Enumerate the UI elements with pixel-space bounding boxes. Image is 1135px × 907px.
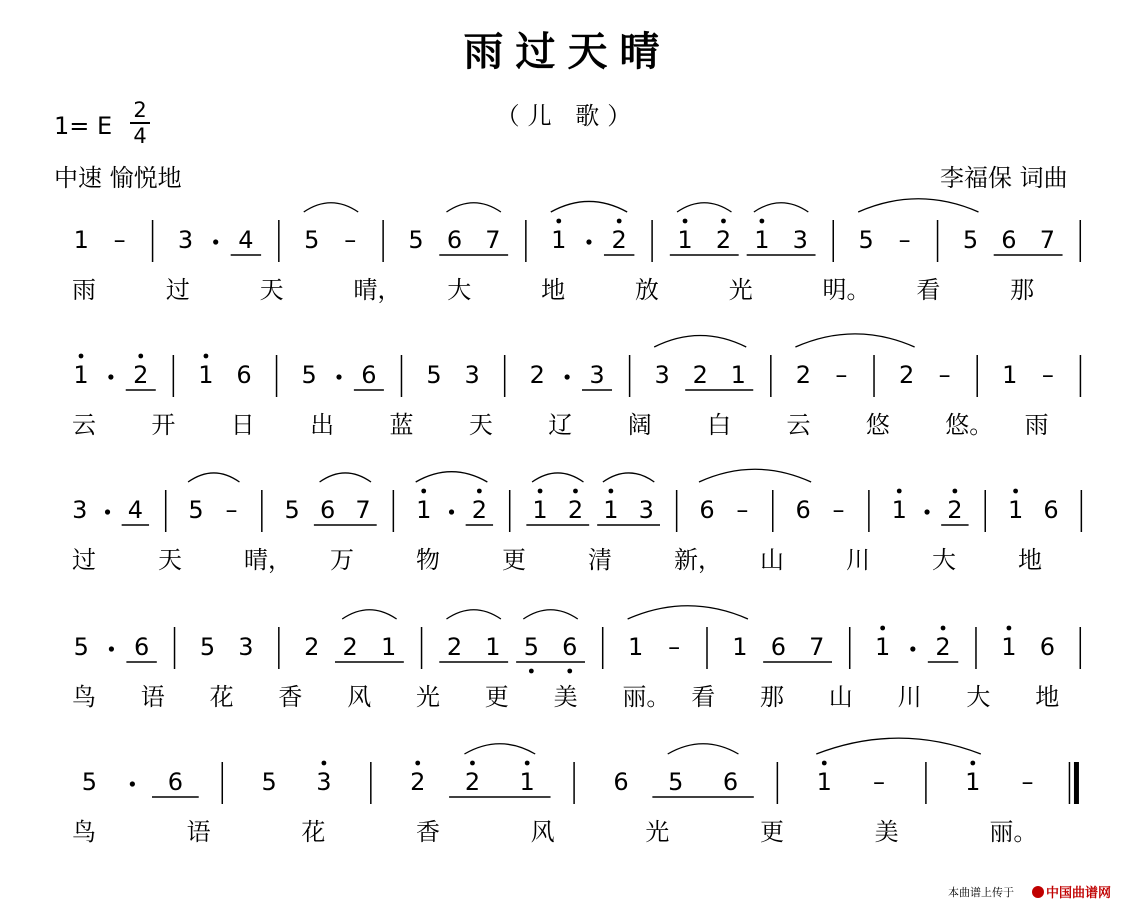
high-octave-dot: [525, 761, 530, 766]
lyric-syllable: 大: [932, 546, 956, 574]
lyric-syllable: 川: [897, 683, 922, 711]
site-logo-text: 中国曲谱网: [1046, 886, 1112, 901]
high-octave-dot: [617, 219, 622, 224]
slur-arc: [677, 203, 731, 212]
slur-arc: [446, 610, 500, 619]
site-logo[interactable]: [1032, 882, 1111, 901]
note: 2: [410, 768, 426, 796]
slur-arc: [858, 199, 978, 212]
note: 6: [562, 633, 578, 661]
note: 1: [1001, 633, 1017, 661]
note: 2: [464, 768, 481, 796]
dot-augmentation: [910, 646, 915, 651]
dot-augmentation: [213, 239, 218, 244]
slur-arc: [628, 606, 748, 619]
slur-arc: [532, 473, 583, 482]
lyric-syllable: 晴，: [353, 276, 402, 304]
key-signature: 1= E: [54, 112, 113, 140]
note: 5: [199, 633, 216, 661]
note: 6: [1043, 496, 1059, 524]
high-octave-dot: [470, 761, 475, 766]
high-octave-dot: [204, 354, 209, 359]
lyric-syllable: 更: [502, 546, 526, 574]
lyric-syllable: 风: [347, 683, 372, 711]
note: 1: [891, 496, 907, 524]
note: 5: [858, 226, 874, 254]
slur-arc: [795, 334, 914, 347]
lyric-syllable: 日: [230, 411, 255, 439]
high-octave-dot: [721, 219, 726, 224]
lyric-syllable: 看: [916, 276, 941, 304]
note: 6: [699, 496, 715, 524]
note: 2: [692, 361, 708, 389]
lyric-syllable: 花: [209, 683, 234, 711]
note: 2: [342, 633, 358, 661]
lyric-syllable: 地: [541, 276, 566, 304]
dot-augmentation: [105, 509, 110, 514]
note: 2: [611, 226, 627, 254]
note: 3: [72, 496, 88, 524]
note: 1: [519, 768, 535, 796]
lyric-syllable: 那: [1010, 276, 1035, 304]
slur-arc: [603, 473, 654, 482]
slur-arc: [754, 203, 808, 212]
lyric-syllable: 悠: [865, 411, 890, 439]
high-octave-dot: [322, 761, 327, 766]
note: 2: [446, 633, 463, 661]
lyric-syllable: 花: [301, 818, 326, 846]
note: 4: [127, 496, 143, 524]
high-octave-dot: [897, 489, 902, 494]
note: 1: [875, 633, 891, 661]
note: 6: [319, 496, 336, 524]
lyric-syllable: 丽。: [989, 818, 1038, 846]
note: 1: [627, 633, 644, 661]
note: 5: [261, 768, 277, 796]
lyric-syllable: 大: [966, 683, 991, 711]
low-octave-dot: [529, 669, 534, 674]
dash-note: –: [344, 226, 357, 254]
dash-note: –: [113, 226, 126, 254]
high-octave-dot: [683, 219, 688, 224]
lyric-syllable: 山: [760, 546, 784, 574]
slur-arc: [446, 203, 500, 212]
lyric-syllable: 物: [416, 546, 440, 574]
slur-arc: [668, 744, 739, 754]
note: 6: [722, 768, 739, 796]
note: 5: [73, 633, 89, 661]
dot-augmentation: [565, 374, 570, 379]
high-octave-dot: [941, 626, 946, 631]
slur-arc: [342, 610, 396, 619]
note: 1: [73, 361, 89, 389]
note: 1: [730, 361, 746, 389]
high-octave-dot: [952, 489, 957, 494]
note: 5: [408, 226, 424, 254]
dash-note: –: [898, 226, 911, 254]
lyric-syllable: 香: [278, 683, 303, 711]
lyric-syllable: 云: [786, 411, 811, 439]
high-octave-dot: [822, 761, 827, 766]
note: 6: [446, 226, 463, 254]
song-title: 雨过天晴: [463, 28, 672, 75]
tempo-marking: 中速 愉悦地: [54, 164, 182, 192]
note: 1: [603, 496, 619, 524]
note: 1: [532, 496, 548, 524]
dash-note: –: [832, 496, 845, 524]
note: 3: [792, 226, 808, 254]
lyric-syllable: 蓝: [389, 411, 414, 439]
note: 1: [73, 226, 89, 254]
lyric-syllable: 悠。: [945, 411, 994, 439]
lyric-syllable: 风: [530, 818, 555, 846]
lyric-syllable: 那: [760, 683, 784, 711]
lyric-syllable: 天: [158, 546, 182, 574]
note: 5: [304, 226, 320, 254]
lyric-syllable: 白: [707, 411, 732, 439]
time-signature-bottom: 4: [133, 124, 147, 148]
lyric-syllable: 美: [553, 683, 578, 711]
note: 3: [638, 496, 654, 524]
note: 5: [962, 226, 979, 254]
lyric-syllable: 过: [72, 546, 96, 574]
note: 3: [589, 361, 605, 389]
note: 1: [677, 226, 693, 254]
note: 2: [529, 361, 545, 389]
note: 6: [613, 768, 629, 796]
dot-augmentation: [586, 239, 591, 244]
note: 1: [551, 226, 567, 254]
high-octave-dot: [415, 761, 420, 766]
lyric-syllable: 鸟: [72, 818, 96, 846]
slur-arc: [654, 335, 746, 347]
note: 5: [668, 768, 684, 796]
note: 1: [816, 768, 832, 796]
note: 3: [464, 361, 480, 389]
note: 6: [133, 633, 150, 661]
lyric-syllable: 天: [259, 276, 284, 304]
note: 5: [81, 768, 98, 796]
note: 1: [485, 633, 501, 661]
dash-note: –: [835, 361, 848, 389]
lyric-syllable: 鸟: [72, 683, 96, 711]
dash-note: –: [668, 633, 681, 661]
note: 3: [316, 768, 332, 796]
lyric-syllable: 光: [728, 276, 753, 304]
slur-arc: [188, 473, 239, 482]
lyric-syllable: 美: [874, 818, 899, 846]
lyric-syllable: 地: [1018, 546, 1042, 574]
lyric-syllable: 清: [588, 546, 612, 574]
lyric-syllable: 地: [1035, 683, 1060, 711]
slur-arc: [416, 472, 488, 482]
lyric-syllable: 天: [468, 411, 493, 439]
lyric-syllable: 晴，: [244, 546, 292, 574]
lyric-syllable: 万: [330, 546, 354, 574]
lyric-syllable: 出: [310, 411, 335, 439]
high-octave-dot: [573, 489, 578, 494]
low-octave-dot: [567, 669, 572, 674]
time-signature-top: 2: [133, 98, 147, 122]
slur-arc: [523, 610, 577, 619]
slur-arc: [464, 744, 535, 754]
lyric-syllable: 阔: [627, 411, 652, 439]
note: 1: [416, 496, 432, 524]
lyric-syllable: 放: [634, 276, 659, 304]
dash-note: –: [938, 361, 951, 389]
note: 6: [236, 361, 252, 389]
lyric-syllable: 新，: [674, 546, 722, 574]
note: 5: [301, 361, 317, 389]
dash-note: –: [873, 768, 885, 796]
note: 6: [1001, 226, 1017, 254]
slur-arc: [304, 203, 358, 212]
note: 7: [485, 226, 501, 254]
note: 1: [754, 226, 770, 254]
note: 5: [188, 496, 204, 524]
lyric-syllable: 开: [151, 411, 176, 439]
high-octave-dot: [1013, 489, 1018, 494]
lyric-syllable: 更: [760, 818, 784, 846]
composer-credit: 李福保 词曲: [940, 164, 1068, 192]
lyric-syllable: 辽: [548, 411, 573, 439]
dot-augmentation: [336, 374, 341, 379]
lyric-syllable: 明。: [822, 276, 871, 304]
lyric-syllable: 更: [484, 683, 509, 711]
note: 6: [361, 361, 377, 389]
slur-arc: [320, 473, 371, 482]
lyric-syllable: 看: [691, 683, 716, 711]
note: 6: [770, 633, 787, 661]
note: 6: [167, 768, 184, 796]
lyric-syllable: 雨: [72, 276, 96, 304]
note: 1: [732, 633, 748, 661]
high-octave-dot: [538, 489, 543, 494]
lyric-syllable: 光: [645, 818, 670, 846]
dash-note: –: [1041, 361, 1054, 389]
dot-augmentation: [109, 646, 114, 651]
note: 5: [523, 633, 539, 661]
note: 7: [809, 633, 825, 661]
high-octave-dot: [1007, 626, 1012, 631]
high-octave-dot: [608, 489, 613, 494]
high-octave-dot: [880, 626, 885, 631]
note: 2: [567, 496, 584, 524]
dash-note: –: [1021, 768, 1034, 796]
high-octave-dot: [970, 761, 975, 766]
dot-augmentation: [449, 509, 454, 514]
slur-arc: [699, 469, 811, 482]
note: 1: [1007, 496, 1024, 524]
note: 2: [133, 361, 149, 389]
lyric-syllable: 光: [416, 683, 440, 711]
high-octave-dot: [477, 489, 482, 494]
lyric-syllable: 过: [165, 276, 190, 304]
slur-arc: [816, 738, 981, 754]
note: 1: [965, 768, 981, 796]
note: 5: [426, 361, 442, 389]
lyric-syllable: 香: [416, 818, 440, 846]
lyric-syllable: 雨: [1024, 411, 1049, 439]
lyric-syllable: 丽。: [622, 683, 671, 711]
upload-note: 本曲谱上传于: [948, 886, 1014, 899]
dash-note: –: [225, 496, 238, 524]
site-logo-icon: [1032, 886, 1044, 898]
note: 2: [304, 633, 320, 661]
slur-arc: [551, 201, 627, 212]
note: 2: [935, 633, 951, 661]
note: 6: [1039, 633, 1055, 661]
dot-augmentation: [108, 374, 113, 379]
dash-note: –: [736, 496, 749, 524]
lyric-syllable: 大: [447, 276, 472, 304]
high-octave-dot: [759, 219, 764, 224]
note: 2: [898, 361, 915, 389]
lyric-syllable: 云: [72, 411, 96, 439]
note: 1: [198, 361, 214, 389]
high-octave-dot: [556, 219, 561, 224]
note: 3: [238, 633, 254, 661]
note: 3: [177, 226, 194, 254]
note: 4: [238, 226, 254, 254]
dot-augmentation: [924, 509, 929, 514]
note: 2: [715, 226, 732, 254]
lyric-syllable: 川: [846, 546, 870, 574]
note: 2: [947, 496, 963, 524]
note: 2: [471, 496, 487, 524]
lyric-syllable: 语: [186, 818, 211, 846]
lyric-syllable: 山: [828, 683, 853, 711]
note: 7: [355, 496, 371, 524]
note: 2: [795, 361, 812, 389]
lyric-syllable: 语: [140, 683, 165, 711]
high-octave-dot: [421, 489, 426, 494]
song-subtitle: （儿 歌）: [495, 102, 640, 130]
high-octave-dot: [138, 354, 143, 359]
note: 7: [1039, 226, 1055, 254]
note: 1: [380, 633, 397, 661]
note: 5: [284, 496, 300, 524]
note: 6: [795, 496, 811, 524]
note: 1: [1002, 361, 1018, 389]
note: 3: [654, 361, 670, 389]
dot-augmentation: [130, 781, 135, 786]
high-octave-dot: [79, 354, 84, 359]
